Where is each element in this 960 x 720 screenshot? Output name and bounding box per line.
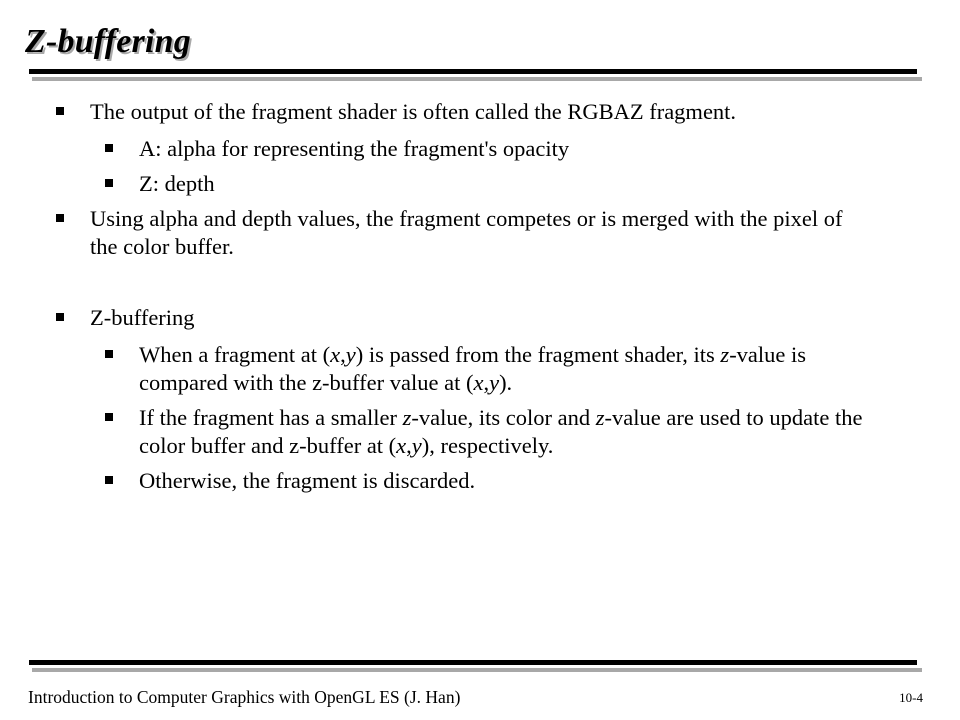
italic-variable: x — [396, 433, 407, 458]
square-bullet-icon — [105, 144, 113, 152]
square-bullet-icon — [105, 476, 113, 484]
title-rule-shadow — [32, 77, 922, 81]
bullet-text — [139, 171, 215, 196]
page-number: 10-4 — [899, 690, 923, 705]
italic-variable: y — [345, 342, 356, 367]
square-bullet-icon — [105, 179, 113, 187]
text-run: ), respectively. — [421, 433, 554, 458]
text-run: , — [483, 370, 490, 395]
italic-variable: y — [489, 370, 500, 395]
bullet-item — [90, 98, 880, 126]
square-bullet-icon — [56, 313, 64, 321]
text-run: -value are used to update the color buffer and z-buffer at ( — [139, 405, 863, 458]
text-run: , — [406, 433, 412, 458]
text-run: If the fragment has a smaller — [139, 405, 403, 430]
bullet-item — [90, 304, 880, 332]
footer-rule — [29, 660, 917, 665]
bullet-text — [139, 342, 806, 395]
text-run: Using alpha and depth values, the fragment competes or is merged with the pixel of the color buffer. — [90, 206, 843, 259]
square-bullet-icon — [105, 413, 113, 421]
bullet-text — [90, 99, 736, 124]
slide-title: Z-buffering — [25, 23, 191, 60]
text-run: A: alpha for representing the fragment's opacity — [139, 136, 570, 161]
text-run: Z: depth — [139, 171, 215, 196]
title-rule — [29, 69, 917, 74]
footer-course-title: Introduction to Computer Graphics with OpenGL ES (J. Han) — [28, 687, 461, 707]
text-run: -value is compared with the z-buffer value at ( — [139, 342, 807, 395]
bullet-item — [139, 404, 889, 460]
bullet-text — [139, 468, 475, 493]
text-run: , — [340, 342, 346, 367]
italic-variable: z — [402, 405, 412, 430]
text-run: ) is passed from the fragment shader, its — [355, 342, 721, 367]
square-bullet-icon — [56, 214, 64, 222]
text-run: ). — [499, 370, 513, 395]
square-bullet-icon — [105, 350, 113, 358]
bullet-item — [139, 170, 889, 198]
italic-variable: x — [473, 370, 484, 395]
italic-variable: x — [330, 342, 341, 367]
bullet-item — [90, 205, 870, 261]
italic-variable: z — [720, 342, 730, 367]
bullet-text — [139, 136, 569, 161]
text-run: Otherwise, the fragment is discarded. — [139, 468, 476, 493]
footer-rule-shadow — [32, 668, 922, 672]
italic-variable: y — [411, 433, 422, 458]
square-bullet-icon — [56, 107, 64, 115]
text-run: -value, its color and — [411, 405, 596, 430]
bullet-text — [139, 405, 863, 458]
bullet-item — [139, 135, 889, 163]
italic-variable: z — [595, 405, 605, 430]
bullet-text — [90, 206, 843, 259]
text-run: Z-buffering — [90, 305, 195, 330]
text-run: The output of the fragment shader is often called the RGBAZ fragment. — [90, 99, 737, 124]
bullet-item — [139, 467, 889, 495]
bullet-item — [139, 341, 854, 397]
text-run: When a fragment at ( — [139, 342, 331, 367]
bullet-text — [90, 305, 195, 330]
